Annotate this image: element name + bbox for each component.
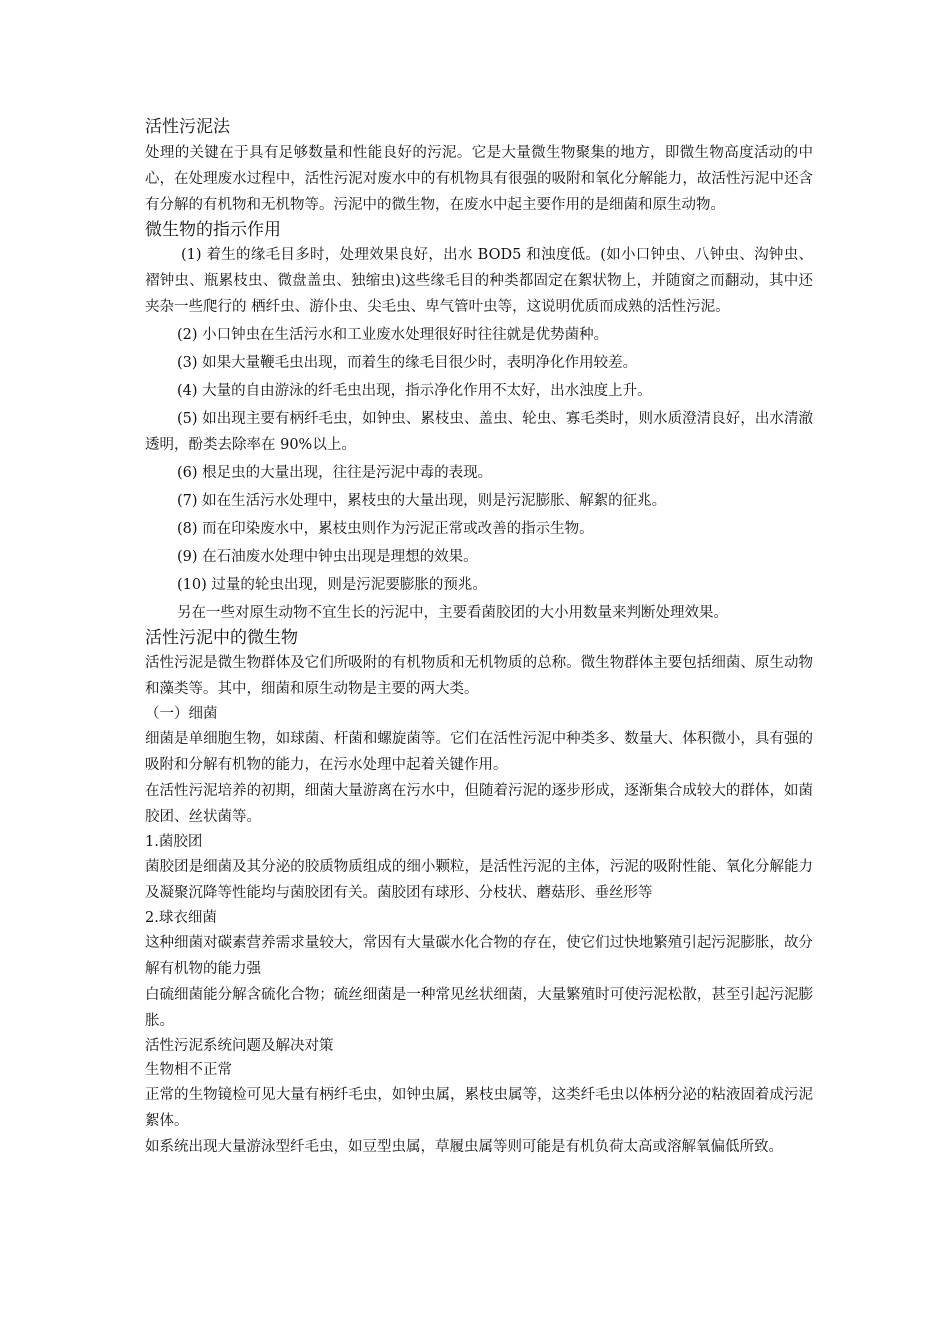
indicator-item-1: (1) 着生的缘毛目多时，处理效果良好，出水 BOD5 和浊度低。(如小口钟虫、八钟虫、沟钟虫、褶钟虫、瓶累枝虫、微盘盖虫、独缩虫)这些缘毛目的种类都固定在絮状物上，并随窗之而翻动，其中还夹杂一些爬行的 栖纤虫、游仆虫、尖毛虫、卑气管叶虫等，这说明优质而成熟的活性污泥。 (145, 247, 813, 315)
indicator-item-9: (9) 在石油废水处理中钟虫出现是理想的效果。 (177, 549, 478, 565)
subsection-title-sphaerotilus: 2.球衣细菌 (145, 910, 217, 926)
paragraph: 这种细菌对碳素营养需求量较大，常因有大量碳水化合物的存在，使它们过快地繁殖引起污泥膨胀，故分解有机物的能力强 (145, 935, 813, 977)
indicator-item-2: (2) 小口钟虫在生活污水和工业废水处理很好时往往就是优势菌种。 (177, 327, 609, 343)
paragraph: 处理的关键在于具有足够数量和性能良好的污泥。它是大量微生物聚集的地方，即微生物高度活动的中心，在处理废水过程中，活性污泥对废水中的有机物具有很强的吸附和氧化分解能力，故活性污泥中还含有分解的有机物和无机物等。污泥中的微生物，在废水中起主要作用的是细菌和原生动物。 (145, 145, 813, 213)
paragraph: 如系统出现大量游泳型纤毛虫，如豆型虫属，草履虫属等则可能是有机负荷太高或溶解氧偏低所致。 (145, 1139, 783, 1155)
section-title-indicator: 微生物的指示作用 (145, 220, 281, 240)
section-title-activated-sludge: 活性污泥法 (145, 117, 230, 137)
section-title-microorganisms: 活性污泥中的微生物 (145, 628, 298, 648)
paragraph: 菌胶团是细菌及其分泌的胶质物质组成的细小颗粒，是活性污泥的主体，污泥的吸附性能、氧化分解能力及凝聚沉降等性能均与菌胶团有关。菌胶团有球形、分枝状、蘑菇形、垂丝形等 (145, 859, 813, 901)
document-body (145, 114, 813, 1160)
indicator-item-5: (5) 如出现主要有柄纤毛虫，如钟虫、累枝虫、盖虫、轮虫、寡毛类时，则水质澄清良好，出水清澈透明，酚类去除率在 90%以上。 (145, 411, 813, 453)
paragraph: 正常的生物镜检可见大量有柄纤毛虫，如钟虫属，累枝虫属等，这类纤毛虫以体柄分泌的粘液固着成污泥絮体。 (145, 1087, 813, 1129)
indicator-item-3: (3) 如果大量鞭毛虫出现，而着生的缘毛目很少时，表明净化作用较差。 (177, 355, 638, 371)
indicator-item-6: (6) 根足虫的大量出现，往往是污泥中毒的表现。 (177, 465, 493, 481)
paragraph: 在活性污泥培养的初期，细菌大量游离在污水中，但随着污泥的逐步形成，逐渐集合成较大的群体，如菌胶团、丝状菌等。 (145, 783, 813, 825)
indicator-item-7: (7) 如在生活污水处理中，累枝虫的大量出现，则是污泥膨胀、解絮的征兆。 (177, 493, 667, 509)
paragraph: 活性污泥是微生物群体及它们所吸附的有机物质和无机物质的总称。微生物群体主要包括细菌、原生动物和藻类等。其中，细菌和原生动物是主要的两大类。 (145, 655, 813, 697)
indicator-note: 另在一些对原生动物不宜生长的污泥中，主要看菌胶团的大小用数量来判断处理效果。 (177, 605, 728, 621)
paragraph: 白硫细菌能分解含硫化合物；硫丝细菌是一种常见丝状细菌，大量繁殖时可使污泥松散，甚至引起污泥膨胀。 (145, 987, 813, 1029)
indicator-item-10: (10) 过量的轮虫出现，则是污泥要膨胀的预兆。 (177, 577, 487, 593)
section-title-problems: 活性污泥系统问题及解决对策 (145, 1038, 334, 1054)
subsection-title-zoogloea: 1.菌胶团 (145, 834, 203, 850)
indicator-item-4: (4) 大量的自由游泳的纤毛虫出现，指示净化作用不太好，出水浊度上升。 (177, 383, 652, 399)
indicator-item-8: (8) 而在印染废水中，累枝虫则作为污泥正常或改善的指示生物。 (177, 521, 594, 537)
subsection-title-abnormal-biota: 生物相不正常 (145, 1062, 232, 1078)
subsection-title-bacteria: （一）细菌 (145, 706, 218, 722)
paragraph: 细菌是单细胞生物，如球菌、杆菌和螺旋菌等。它们在活性污泥中种类多、数量大、体积微小，具有强的吸附和分解有机物的能力，在污水处理中起着关键作用。 (145, 731, 813, 773)
